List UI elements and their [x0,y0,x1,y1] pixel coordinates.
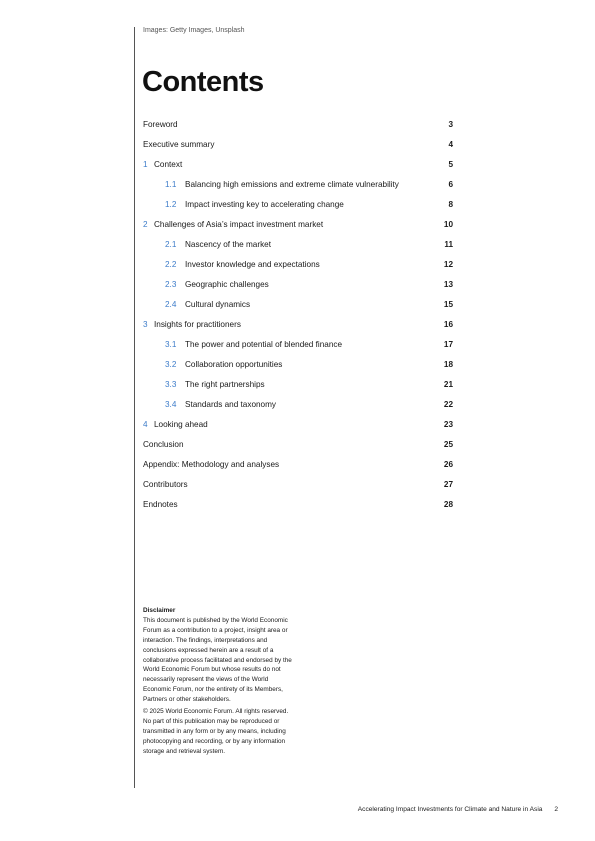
toc-entry[interactable] [143,335,453,355]
toc-section-number: 1 [143,160,148,169]
toc-entry[interactable] [143,175,453,195]
toc-page-number: 5 [448,160,453,169]
toc-page-number: 11 [444,240,453,249]
toc-section-number: 3.2 [165,360,177,369]
toc-entry-label: Endnotes [143,500,178,509]
footer-report-title: Accelerating Impact Investments for Climate and Nature in Asia [357,806,543,813]
toc-entry[interactable] [143,315,453,335]
toc-page-number: 25 [443,440,453,449]
toc-entry-label: Foreword [143,120,178,129]
toc-entry[interactable] [143,355,453,375]
toc-section-number: 3.4 [165,400,177,409]
toc-entry[interactable] [143,195,453,215]
toc-page-number: 28 [443,500,453,509]
toc-entry[interactable] [143,455,453,475]
table-of-contents [143,115,453,515]
toc-entry[interactable] [143,395,453,415]
toc-entry[interactable] [143,235,453,255]
toc-page-number: 6 [448,180,453,189]
toc-page-number: 8 [448,200,453,209]
toc-entry-label: Executive summary [143,140,215,149]
toc-page-number: 26 [443,460,453,469]
toc-entry[interactable] [143,495,453,515]
toc-section-number: 1.1 [165,180,177,189]
toc-entry-label: Cultural dynamics [185,300,251,309]
toc-section-number: 2.1 [165,240,177,249]
page-footer [358,806,558,813]
toc-section-number: 1.2 [165,200,177,209]
toc-page-number: 17 [443,340,453,349]
footer-page-number: 2 [554,806,558,813]
disclaimer-block [143,606,293,759]
toc-entry-label: Collaboration opportunities [185,360,283,369]
toc-entry[interactable] [143,215,453,235]
toc-entry-label: Balancing high emissions and extreme climate vulnerability [185,180,399,189]
toc-section-number: 3.1 [165,340,177,349]
toc-entry[interactable] [143,375,453,395]
toc-page-number: 4 [448,140,453,149]
toc-entry[interactable] [143,135,453,155]
toc-entry[interactable] [143,475,453,495]
toc-section-number: 3 [143,320,148,329]
toc-entry[interactable] [143,415,453,435]
toc-entry[interactable] [143,115,453,135]
toc-page-number: 21 [443,380,453,389]
toc-section-number: 4 [143,420,148,429]
toc-entry-label: Investor knowledge and expectations [185,260,320,269]
toc-page-number: 10 [443,220,453,229]
toc-page-number: 18 [443,360,453,369]
toc-section-number: 2.4 [165,300,177,309]
toc-entry-label: Context [154,160,183,169]
copyright-notice: © 2025 World Economic Forum. All rights reserved. No part of this publication may be reproduced or transmitted in any form or by any means, including photocopying and recording, or by any information storage and retrieval system. [143,708,289,755]
toc-entry-label: Looking ahead [154,420,208,429]
page-title: Contents [142,66,264,98]
toc-section-number: 2 [143,220,148,229]
image-credits: Images: Getty Images, Unsplash [143,27,245,34]
toc-entry-label: Appendix: Methodology and analyses [143,460,280,469]
toc-entry[interactable] [143,155,453,175]
disclaimer-heading: Disclaimer [143,607,176,614]
toc-page-number: 15 [443,300,453,309]
toc-page-number: 27 [443,480,453,489]
toc-page-number: 22 [443,400,453,409]
toc-section-number: 3.3 [165,380,177,389]
vertical-margin-rule [134,27,135,788]
toc-entry[interactable] [143,435,453,455]
toc-entry-label: The power and potential of blended finance [185,340,343,349]
toc-entry[interactable] [143,275,453,295]
disclaimer-body: This document is published by the World Economic Forum as a contribution to a project, insight area or interaction. The findings, interpretations and conclusions expressed herein are a result of a collaborative process facilitated and endorsed by the World Economic Forum but whose results do not necessarily represent the views of the World Economic Forum, nor the entirety of its Members, Partners or other stakeholders. [143,616,292,704]
toc-page-number: 16 [443,320,453,329]
toc-section-number: 2.3 [165,280,177,289]
toc-entry-label: Insights for practitioners [154,320,241,329]
toc-entry-label: Geographic challenges [185,280,269,289]
toc-section-number: 2.2 [165,260,177,269]
toc-entry[interactable] [143,295,453,315]
toc-entry-label: Contributors [143,480,188,489]
toc-page-number: 13 [443,280,453,289]
toc-entry-label: Standards and taxonomy [185,400,277,409]
toc-entry-label: Impact investing key to accelerating change [185,200,344,209]
toc-entry[interactable] [143,255,453,275]
toc-page-number: 3 [448,120,453,129]
toc-entry-label: Conclusion [143,440,184,449]
toc-entry-label: Challenges of Asia’s impact investment market [154,220,324,229]
toc-page-number: 12 [443,260,453,269]
toc-entry-label: The right partnerships [185,380,265,389]
toc-page-number: 23 [443,420,453,429]
toc-entry-label: Nascency of the market [185,240,272,249]
